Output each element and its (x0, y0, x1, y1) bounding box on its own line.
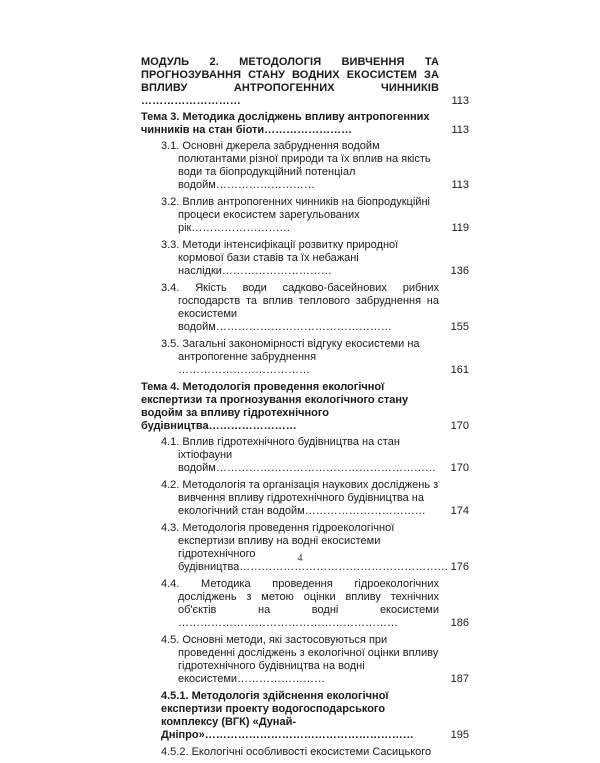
toc-item-4-5 (141, 634, 469, 686)
item-title: 4.4. Методика проведення гідроекологічних досліджень з метою оцінки впливу технічних об'єктів на водні екосистеми …………………………………………………… (161, 578, 439, 629)
page-footer-number: 4 (297, 553, 303, 564)
page-number: 187 (450, 673, 469, 685)
item-title: 4.1. Вплив гідротехнічного будівництва на стан іхтіофауни водойм…………………………………………………… (161, 436, 436, 474)
item-title: 4.5. Основні методи, які застосовуються при проведенні досліджень з екологічної оцінки впливу гідротехнічного будівництва на водні екосистеми…………………… (161, 634, 439, 685)
page-number: 186 (450, 617, 469, 629)
page-number: 113 (451, 124, 469, 136)
topic-title: Тема 4. Методологія проведення екологічної експертизи та прогнозування екологічного стану водойм за впливу гідротехнічного будівництва…………………… (141, 381, 409, 432)
item-title: 4.2. Методологія та організація наукових досліджень з вивчення впливу гідротехнічного будівництва на екологічний стан водойм…………………………… (161, 479, 439, 517)
toc-item-3-5 (141, 338, 469, 377)
item-title: 4.5.2. Екологічні особливості екосистеми Сасицького (161, 746, 432, 758)
page-number: 170 (450, 420, 469, 432)
item-title: 3.1. Основні джерела забруднення водойм полютантами різної природи та їх вплив на якість води та біопродукційний потенціал водойм……………………… (161, 140, 431, 191)
toc-topic-4 (141, 381, 469, 433)
toc-item-4-2 (141, 479, 469, 518)
page-number: 119 (451, 222, 469, 234)
page-number: 113 (451, 95, 469, 107)
module-title: МОДУЛЬ 2. МЕТОДОЛОГІЯ ВИВЧЕННЯ ТА ПРОГНОЗУВАННЯ СТАНУ ВОДНИХ ЕКОСИСТЕМ ЗА ВПЛИВУ АНТРОПОГЕННИХ ЧИННИКІВ ……………………… (141, 56, 439, 107)
toc-item-3-3 (141, 239, 469, 278)
toc-item-4-5-2 (141, 746, 469, 759)
toc-item-3-4 (141, 282, 469, 334)
page-number: 155 (450, 321, 469, 333)
page-number: 136 (450, 265, 469, 277)
item-title: 3.2. Вплив антропогенних чинників на біопродукційні процеси екосистем зарегульованих рік……………………… (161, 196, 430, 234)
toc-item-4-1 (141, 436, 469, 475)
toc-item-4-5-1 (141, 690, 469, 742)
item-title: 4.3. Методологія проведення гідроекологічної експертизи впливу на водні екосистеми гідротехнічного будівництва………………………………………………… (161, 522, 449, 573)
toc-item-4-4 (141, 578, 469, 630)
item-title: 3.3. Методи інтенсифікації розвитку природної кормової бази ставів та їх небажані наслідки………………………… (161, 239, 399, 277)
page-number: 174 (450, 505, 469, 517)
toc-item-3-1 (141, 140, 469, 192)
toc-topic-3 (141, 111, 469, 137)
toc-item-3-2 (141, 196, 469, 235)
item-title: 3.5. Загальні закономірності відгуку екосистеми на антропогенне забруднення ……………………………… (161, 338, 420, 376)
table-of-contents (141, 56, 469, 763)
page-number: 113 (451, 179, 469, 191)
topic-title: Тема 3. Методика досліджень впливу антропогенних чинників на стан біоти…………………… (141, 111, 430, 136)
item-title: 3.4. Якість води садково-басейнових рибних господарств та вплив теплового забруднення на екосистеми водойм………………………………………… (161, 282, 439, 333)
page-number: 161 (450, 364, 469, 376)
page-number: 195 (450, 729, 469, 741)
page-number: 170 (450, 462, 469, 474)
page-number: 176 (450, 561, 469, 573)
toc-item-4-3 (141, 522, 469, 574)
toc-module-entry (141, 56, 469, 108)
item-title: 4.5.1. Методологія здійснення екологічної експертизи проекту водогосподарського комплексу (ВГК) «Дунай-Дніпро»………………………………………………… (161, 690, 414, 741)
